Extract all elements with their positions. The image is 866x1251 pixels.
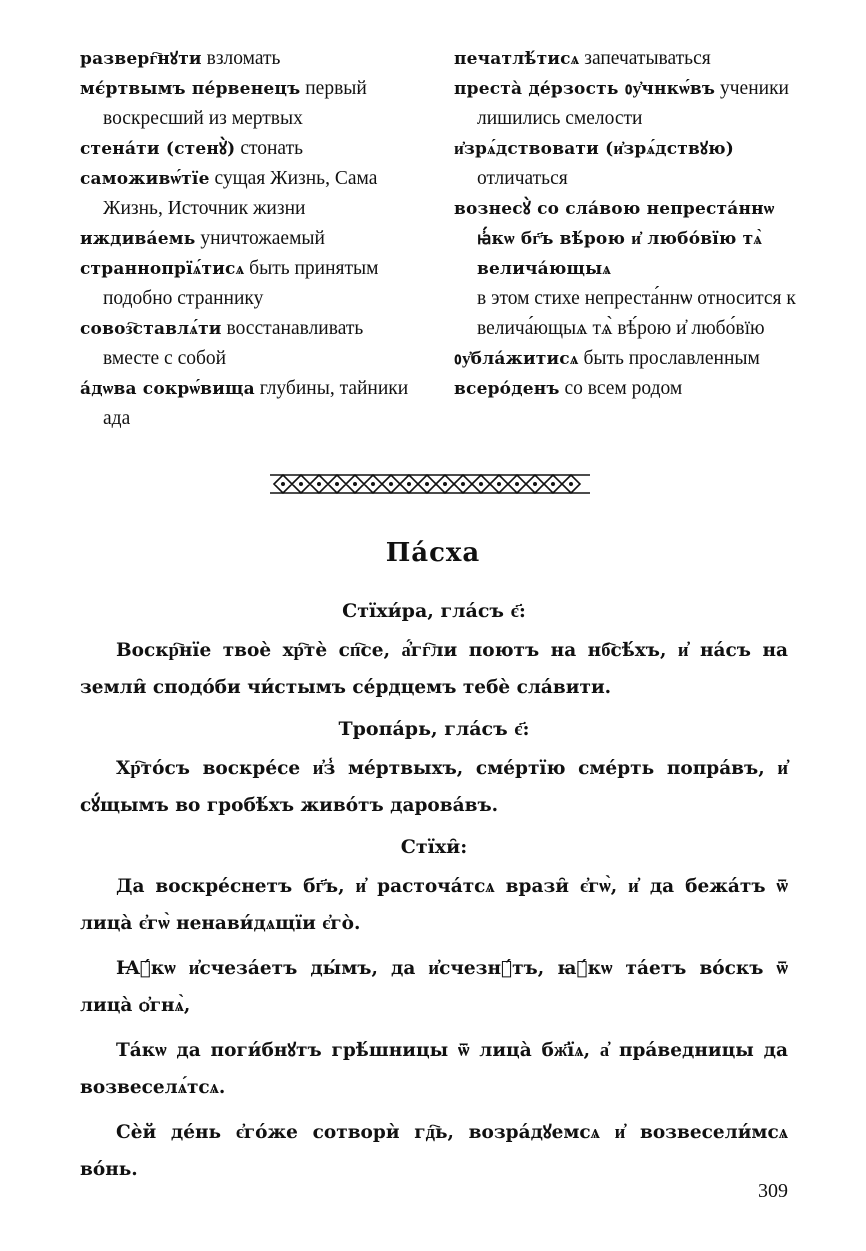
glossary-entry bbox=[80, 254, 420, 314]
glossary-entry bbox=[454, 374, 800, 404]
glossary-definition: ученики лишились смелости bbox=[477, 78, 789, 129]
glossary-definition: взломать bbox=[206, 48, 281, 69]
glossary-entry bbox=[80, 134, 420, 164]
glossary-entry bbox=[454, 194, 800, 284]
verses-heading: Стїхи̑: bbox=[400, 836, 468, 858]
verse-paragraph: Та́кѡ да поги́бнꙋтъ грѣ́шницы ѿ лица̀ бж҃їѧ, а҆ пра́ведницы да возвеселѧ́тсѧ. bbox=[80, 1040, 788, 1098]
glossary-entry bbox=[80, 314, 420, 374]
glossary-definition: глубины, тайники ада bbox=[103, 378, 409, 429]
ornament-divider bbox=[270, 471, 590, 497]
glossary-definition: со всем родом bbox=[564, 378, 683, 399]
troparion-heading: Тропа́рь, гла́съ є҃: bbox=[338, 718, 530, 740]
glossary-term: преста̀ де́рзость ᲂу҆чнкѡ́въ bbox=[454, 79, 716, 99]
glossary-term: всеро́денъ bbox=[454, 379, 560, 399]
glossary-term: а́дѡва сокрѡ́вища bbox=[80, 379, 255, 399]
glossary-left-column bbox=[80, 44, 420, 434]
glossary-definition: запечатываться bbox=[584, 48, 711, 69]
verse-paragraph: Ꙗ҆́кѡ и҆счеза́етъ ды́мъ, да и҆счезнꙋ́тъ, ꙗ҆́кѡ та́етъ во́скъ ѿ лица̀ ѻ҆гнѧ̀, bbox=[80, 958, 788, 1016]
glossary-entry bbox=[80, 374, 420, 434]
glossary-entry bbox=[454, 344, 800, 374]
glossary-term: разверг҇нꙋти bbox=[80, 49, 202, 69]
glossary-term: печатлѣ́тисѧ bbox=[454, 49, 580, 69]
page-number: 309 bbox=[758, 1180, 788, 1202]
glossary-definition: отличаться bbox=[477, 168, 568, 189]
glossary bbox=[80, 44, 800, 434]
troparion-text: Хр҇то́съ воскре́се и҆з̾ ме́ртвыхъ, сме́ртїю сме́рть попра́въ, и҆ сꙋ́щымъ во гробѣ́хъ живо́тъ дарова́въ. bbox=[80, 758, 788, 816]
glossary-entry bbox=[454, 44, 800, 74]
hymn-text bbox=[80, 596, 788, 1196]
glossary-note-text: в этом стихе непреста́ннѡ относится к велича́ющыѧ тѧ̀ вѣ́рою и҆ любо́вїю bbox=[477, 288, 796, 339]
glossary-right-column bbox=[454, 44, 800, 434]
glossary-entry bbox=[454, 74, 800, 134]
glossary-term: мє́ртвымъ пе́рвенецъ bbox=[80, 79, 301, 99]
glossary-definition: быть принятым подобно страннику bbox=[103, 258, 379, 309]
glossary-term: саможивѡ́тїе bbox=[80, 169, 210, 189]
glossary-note bbox=[454, 284, 800, 344]
verse-paragraph: Сѐй де́нь є҆го́же сотворѝ гд҇ь, возра́дꙋемсѧ и҆ возвесели́мсѧ во́нь. bbox=[80, 1122, 788, 1180]
glossary-term: вознесꙋ̀ со сла́вою непреста́ннѡ ꙗ҆́кѡ бг҃ъ вѣ́рою и҆ любо́вїю тѧ̀ велича́ющыѧ bbox=[454, 199, 775, 279]
verse-paragraph: Да воскре́снетъ бг҃ъ, и҆ расточа́тсѧ врази̑ є҆гѡ̀, и҆ да бежа́тъ ѿ лица̀ є҆гѡ̀ ненави́дѧщїи є҆го̀. bbox=[80, 876, 788, 934]
glossary-entry bbox=[80, 224, 420, 254]
glossary-definition: уничтожаемый bbox=[200, 228, 325, 249]
glossary-term: страннопрїѧ́тисѧ bbox=[80, 259, 245, 279]
glossary-term: и҆зрѧ́дствовати (и҆зрѧ́дствꙋю) bbox=[454, 139, 735, 159]
glossary-definition: быть прославленным bbox=[583, 348, 760, 369]
stichera-text: Воскр҇нїе твоѐ хр҇тѐ сп҇се, а҆́гг҇ли поютъ на нб҇сѣ́хъ, и҆ на́съ на земли̑ сподо́би чи́стымъ се́рдцемъ тебѐ сла́вити. bbox=[80, 640, 788, 698]
glossary-entry bbox=[80, 44, 420, 74]
glossary-entry bbox=[80, 164, 420, 224]
glossary-definition: сущая Жизнь, Сама Жизнь, Источник жизни bbox=[103, 168, 378, 219]
glossary-term: иждива́емь bbox=[80, 229, 196, 249]
glossary-definition: восстанавливать вместе с собой bbox=[103, 318, 364, 369]
glossary-entry bbox=[454, 134, 800, 194]
glossary-entry bbox=[80, 74, 420, 134]
section-title: Па́сха bbox=[385, 538, 481, 568]
glossary-definition: стонать bbox=[240, 138, 303, 159]
glossary-term: стена́ти (стенꙋ̀) bbox=[80, 139, 236, 159]
glossary-definition: первый воскресший из мертвых bbox=[103, 78, 367, 129]
glossary-term: ᲂу҆бла́житисѧ bbox=[454, 349, 579, 369]
glossary-term: совоз҇ставлѧ́ти bbox=[80, 319, 222, 339]
stichera-heading: Стїхи́ра, гла́съ є҃: bbox=[342, 600, 526, 622]
